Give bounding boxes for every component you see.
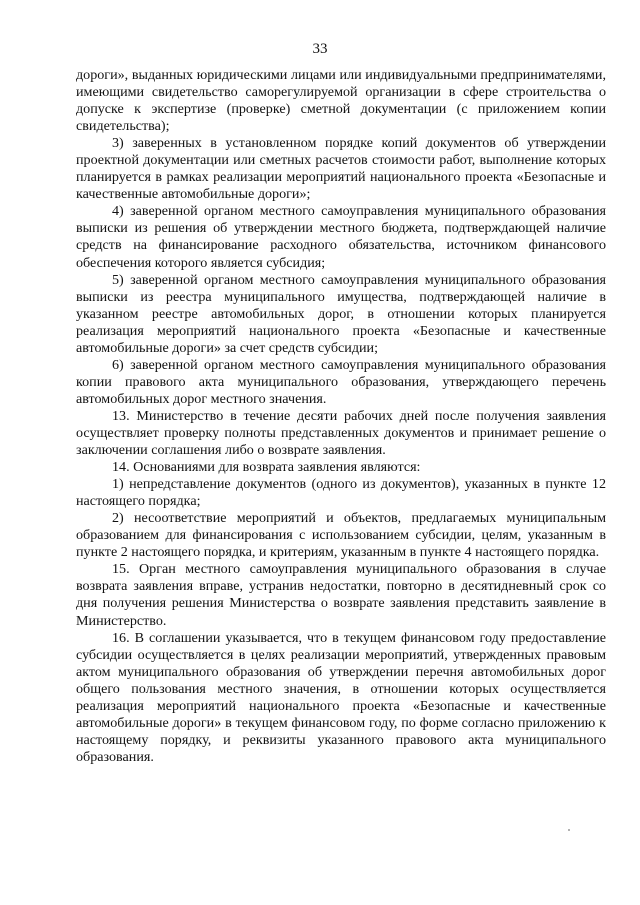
paragraph-15: 15. Орган местного самоуправления муниципального образования в случае возврата заявления вправе, устранив недостатки, повторно в десятидневный срок со дня получения решения Министерства о возврате заявления представить заявление в Министерство. <box>76 561 606 629</box>
paragraph-item-6: 6) заверенной органом местного самоуправления муниципального образования копии правового акта муниципального образования, утверждающего перечень автомобильных дорог местного значения. <box>76 356 606 407</box>
document-body <box>76 67 606 766</box>
paragraph-14: 14. Основаниями для возврата заявления являются: <box>112 459 421 476</box>
paragraph-13: 13. Министерство в течение десяти рабочих дней после получения заявления осуществляет проверку полноты представленных документов и принимает решение о заключении соглашения либо о возврате заявления. <box>76 407 606 459</box>
paragraph-14-item-2: 2) несоответствие мероприятий и объектов, предлагаемых муниципальным образованием для финансирования с использованием субсидии, целям, указанным в пункте 2 настоящего порядка, и критериям, указанным в пункте 4 настоящего порядка. <box>76 510 606 561</box>
paragraph-item-3: 3) заверенных в установленном порядке копий документов об утверждении проектной документации или сметных расчетов стоимости работ, выполнение которых планируется в рамках реализации мероприятий национального проекта «Безопасные и качественные автомобильные дороги»; <box>76 135 606 203</box>
scan-speck <box>568 829 570 831</box>
page-number: 33 <box>312 41 328 57</box>
paragraph-14-item-1: 1) непредставление документов (одного из документов), указанных в пункте 12 настоящего порядка; <box>76 476 606 510</box>
paragraph-continuation: дороги», выданных юридическими лицами или индивидуальными предпринимателями, имеющими свидетельство саморегулируемой организации в сфере строительства о допуске к экспертизе (проверке) сметной документации (с приложением копии свидетельства); <box>76 67 606 135</box>
paragraph-item-5: 5) заверенной органом местного самоуправления муниципального образования выписки из реестра муниципального имущества, подтверждающей наличие в указанном реестре автомобильных дорог, в отношении которых планируется реализация мероприятий национального проекта «Безопасные и качественные автомобильные дороги» за счет средств субсидии; <box>76 271 606 356</box>
paragraph-16: 16. В соглашении указывается, что в текущем финансовом году предоставление субсидии осуществляется в целях реализации мероприятий, утвержденных правовым актом муниципального образования об утверждении перечня автомобильных дорог общего пользования местного значения, в отношении которых осуществляется реализация мероприятий национального проекта «Безопасные и качественные автомобильные дороги» в текущем финансовом году, по форме согласно приложению к настоящему порядку, и реквизиты указанного правового акта муниципального образования. <box>76 629 606 765</box>
paragraph-item-4: 4) заверенной органом местного самоуправления муниципального образования выписки из решения об утверждении местного бюджета, подтверждающей наличие средств на финансирование расходного обязательства, источником финансового обеспечения которого является субсидия; <box>76 203 606 271</box>
